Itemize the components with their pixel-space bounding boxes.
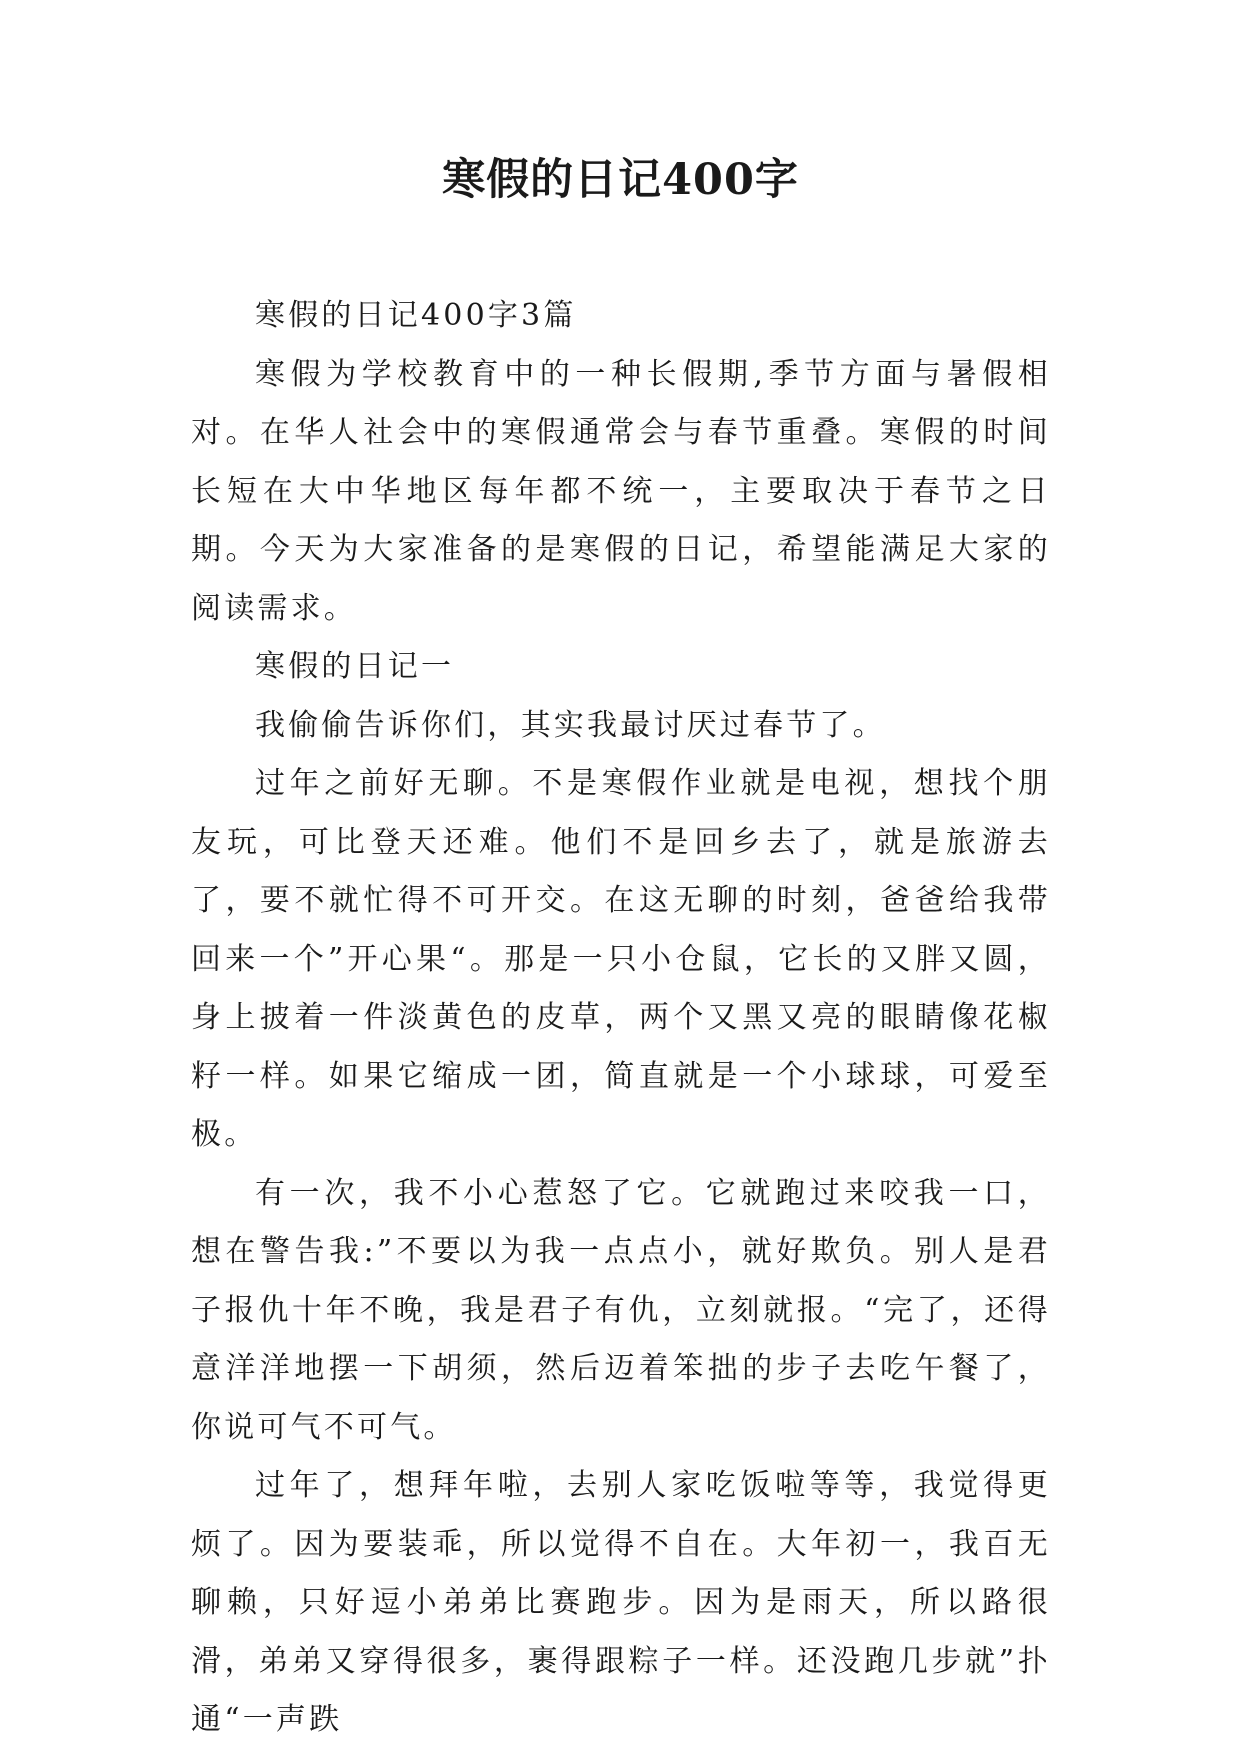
paragraph-subtitle: 寒假的日记400字3篇 xyxy=(255,298,577,333)
paragraph-intro: 寒假为学校教育中的一种长假期,季节方面与暑假相对。在华人社会中的寒假通常会与春节重叠。寒假的时间长短在大中华地区每年都不统一，主要取决于春节之日期。今天为大家准备的是寒假的日记，希望能满足大家的阅读需求。 xyxy=(191,356,1051,626)
paragraph: 我偷偷告诉你们，其实我最讨厌过春节了。 xyxy=(255,707,886,743)
document-title: 寒假的日记400字 xyxy=(442,155,799,205)
paragraph: 有一次，我不小心惹怒了它。它就跑过来咬我一口，想在警告我:”不要以为我一点点小，就好欺负。别人是君子报仇十年不晚，我是君子有仇，立刻就报。“完了，还得意洋洋地摆一下胡须，然后迈着笨拙的步子去吃午餐了，你说可气不可气。 xyxy=(191,1175,1051,1445)
paragraph: 过年了，想拜年啦，去别人家吃饭啦等等，我觉得更烦了。因为要装乖，所以觉得不自在。大年初一，我百无聊赖，只好逗小弟弟比赛跑步。因为是雨天，所以路很滑，弟弟又穿得很多，裹得跟粽子一样。还没跑几步就”扑通“一声跌 xyxy=(191,1468,1051,1737)
section-heading-diary-one: 寒假的日记一 xyxy=(255,649,455,684)
document-body xyxy=(191,287,1051,1750)
paragraph: 过年之前好无聊。不是寒假作业就是电视，想找个朋友玩，可比登天还难。他们不是回乡去了，就是旅游去了，要不就忙得不可开交。在这无聊的时刻，爸爸给我带回来一个”开心果“。那是一只小仓鼠，它长的又胖又圆，身上披着一件淡黄色的皮草，两个又黑又亮的眼睛像花椒籽一样。如果它缩成一团，简直就是一个小球球，可爱至极。 xyxy=(191,766,1051,1152)
